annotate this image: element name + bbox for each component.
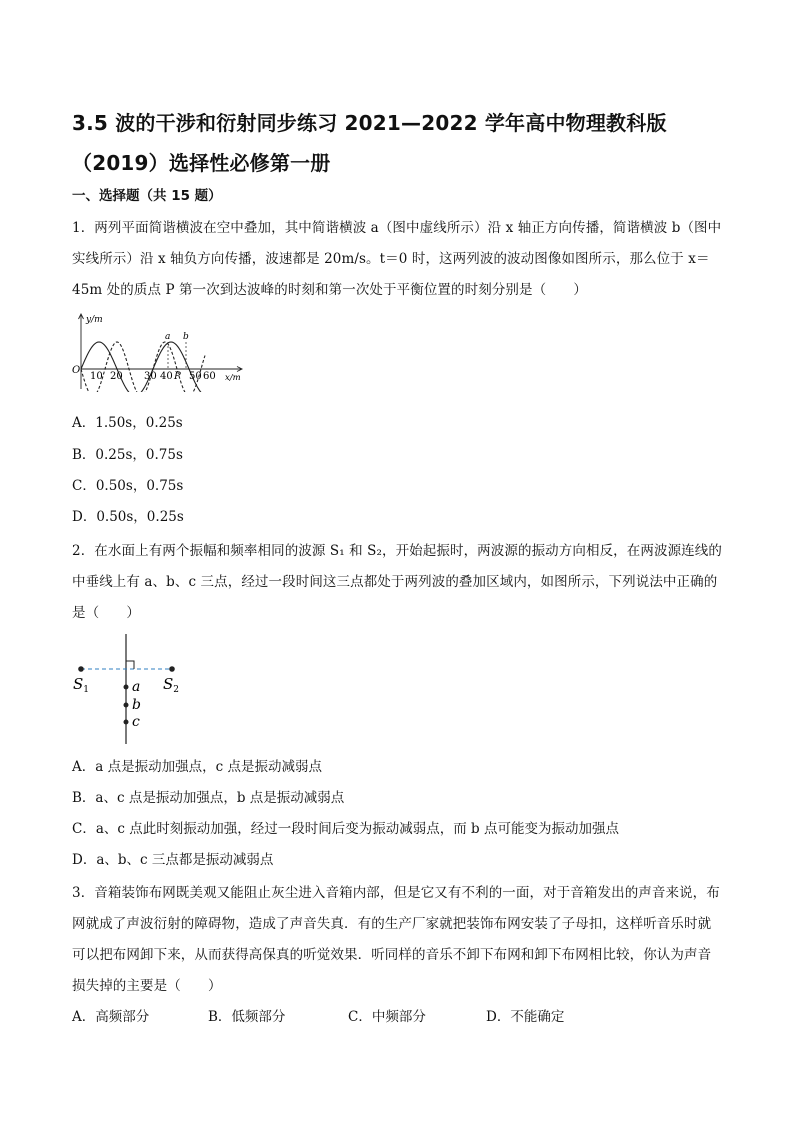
point-b-label: b <box>132 697 141 713</box>
question-2-option-c[interactable]: C．a、c 点此时刻振动加强，经过一段时间后变为振动减弱点，而 b 点可能变为振动加强点 <box>72 821 619 837</box>
wave-graph <box>72 312 247 392</box>
tick-label-30: 30 <box>144 371 157 382</box>
wave-a-dashed-curve <box>81 342 205 392</box>
question-2-option-a[interactable]: A．a 点是振动加强点，c 点是振动减弱点 <box>72 759 322 775</box>
point-c-label: c <box>132 714 140 730</box>
question-3-option-c[interactable]: C．中频部分 <box>348 1009 426 1025</box>
tick-label-50: 50 <box>189 371 202 382</box>
source-s2-dot <box>169 666 175 672</box>
origin-label: O <box>72 365 81 376</box>
question-1-option-d[interactable]: D．0.50s，0.25s <box>72 509 184 525</box>
source-s1-dot <box>78 666 84 672</box>
question-1-option-a[interactable]: A．1.50s，0.25s <box>72 415 183 431</box>
tick-label-60: 60 <box>203 371 216 382</box>
x-axis-label: x/m <box>225 373 241 383</box>
wave-b-solid-curve <box>81 342 205 392</box>
question-1-option-c[interactable]: C．0.50s，0.75s <box>72 478 184 494</box>
question-3-option-a[interactable]: A．高频部分 <box>72 1009 150 1025</box>
y-axis-label: y/m <box>86 315 103 325</box>
section-heading: 一、选择题（共 15 题） <box>72 188 222 204</box>
tick-label-20: 20 <box>110 371 123 382</box>
question-2-figure <box>70 632 190 751</box>
point-c-dot <box>124 720 129 725</box>
tick-label-10: 10 <box>90 371 103 382</box>
wave-a-label: a <box>165 332 171 342</box>
question-3-stem: 3．音箱装饰布网既美观又能阻止灰尘进入音箱内部，但是它又有不利的一面，对于音箱发出的声音来说，布网就成了声波衍射的障碍物，造成了声音失真．有的生产厂家就把装饰布网安装了子母扣，这样听音乐时就可以把布网卸下来，从而获得高保真的听觉效果．听同样的音乐不卸下布网和卸下布网相比较，你认为声音损失掉的主要是（ ） <box>72 885 720 994</box>
question-3-option-b[interactable]: B．低频部分 <box>208 1009 286 1025</box>
question-2-option-d[interactable]: D．a、b、c 三点都是振动减弱点 <box>72 852 274 868</box>
question-3-option-d[interactable]: D．不能确定 <box>486 1009 565 1025</box>
source-s2-label: $S_2$ <box>163 675 180 695</box>
tick-label-40: 40 <box>160 371 173 382</box>
document-title: 3.5 波的干涉和衍射同步练习 2021—2022 学年高中物理教科版（2019）选择性必修第一册 <box>72 111 667 175</box>
question-1-option-b[interactable]: B．0.25s，0.75s <box>72 447 183 463</box>
question-2-stem: 2．在水面上有两个振幅和频率相同的波源 S₁ 和 S₂，开始起振时，两波源的振动方向相反，在两波源连线的中垂线上有 a、b、c 三点，经过一段时间这三点都处于两列波的叠加区域内，如图所示，下列说法中正确的是（ ） <box>72 543 722 621</box>
point-a-dot <box>124 685 129 690</box>
source-s1-label: $S_1$ <box>73 675 90 695</box>
point-a-label: a <box>132 679 141 695</box>
question-1-figure <box>72 312 247 396</box>
wave-sources-diagram <box>70 632 190 747</box>
question-1-stem: 1．两列平面简谐横波在空中叠加，其中简谐横波 a（图中虚线所示）沿 x 轴正方向传播，简谐横波 b（图中实线所示）沿 x 轴负方向传播，波速都是 20m/s。t＝0 时，这两列波的波动图像如图所示，那么位于 x＝45m 处的质点 P 第一次到达波峰的时刻和第一次处于平衡位置的时刻分别是（ ） <box>72 220 722 298</box>
point-b-dot <box>124 703 129 708</box>
point-p-label: P <box>174 371 181 382</box>
right-angle-mark <box>126 661 134 669</box>
question-2-option-b[interactable]: B．a、c 点是振动加强点，b 点是振动减弱点 <box>72 790 345 806</box>
wave-b-label: b <box>183 332 189 342</box>
